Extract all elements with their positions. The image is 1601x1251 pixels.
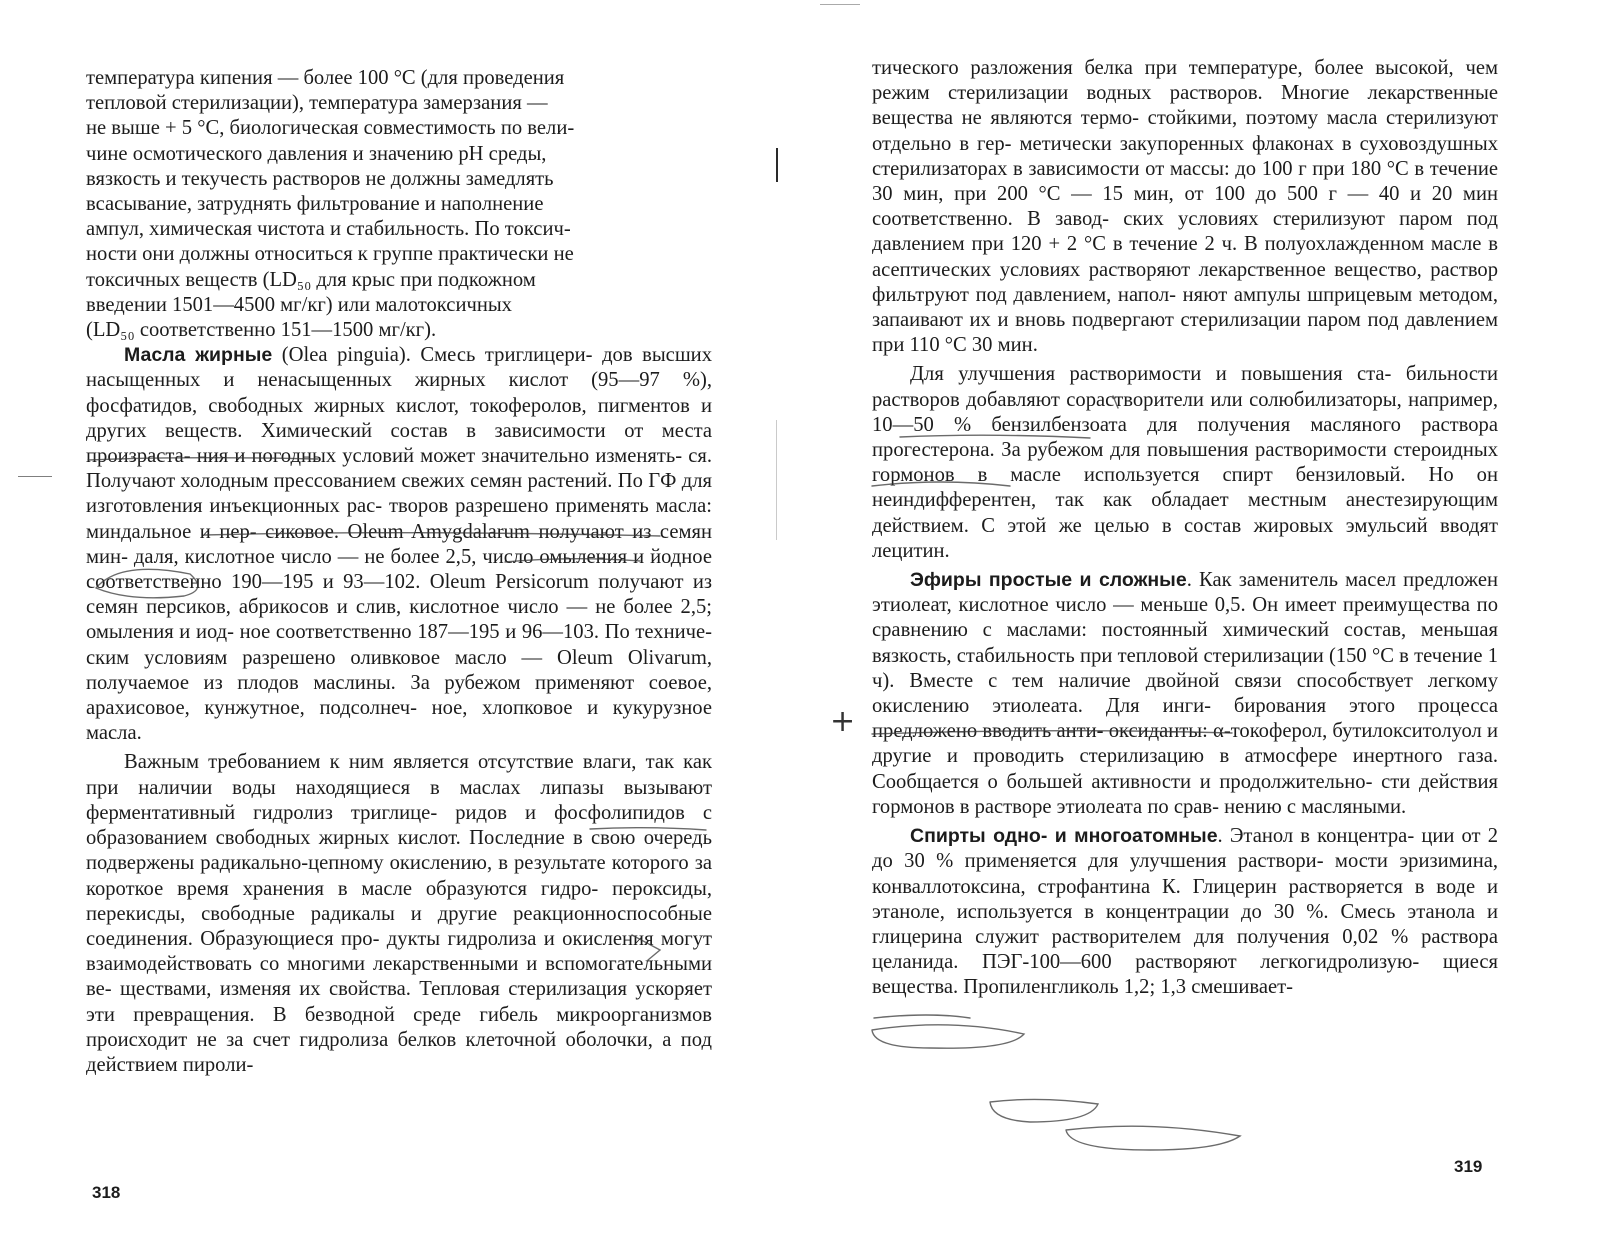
gutter-mark-2 xyxy=(776,420,777,540)
requirement-paragraph: Важным требованием к ним является отсутствие влаги, так как при наличии воды находящиеся в маслах липазы вызывают ферментативный гидролиз триглице- ридов и фосфолипидов с образованием свободных жирных кислот. Последние в свою очередь подвержены радикально-цепному окислению, в результате которого за короткое время хранения в масле образуются гидро- пероксиды, перекисды, свободные радикалы и другие реакционноспособные соединения. Образующиеся про- дукты гидролиза и окисления могут взаимодействовать со многими лекарственными и вспомогательными ве- ществами, изменяя их свойства. Тепловая стерилизация ускоряет эти превращения. В безводной среде гибель микроорганизмов происходит не за счет гидролиза белков клеточной оболочки, а под действием пироли- xyxy=(86,751,712,1076)
intro-line-6: всасывание, затруднять фильтрование и наполнение xyxy=(86,193,544,216)
intro-line-2: тепловой стерилизации), температура замерзания — xyxy=(86,92,548,115)
right-text-column xyxy=(872,56,1498,1001)
page-number-right: 319 xyxy=(1454,1157,1483,1176)
intro-line-8: ности они должны относиться к группе практически не xyxy=(86,243,574,266)
intro-line-3: не выше + 5 °С, биологическая совместимость по вели- xyxy=(86,117,575,140)
sterilization-paragraph: тического разложения белка при температуре, более высокой, чем режим стерилизации водных растворов. Многие лекарственные вещества не являются термо- стойкими, поэтому масла стерилизуют отдельно в гер- метически закупоренных флаконах в суховоздушных стерилизаторах в зависимости от массы: до 100 г при 180 °С в течение 30 мин, при 200 °С — 15 мин, от 100 до 500 г — 40 и 20 мин соответственно. В завод- ских условиях стерилизуют паром под давлением при 120 + 2 °С в течение 2 ч. В полуохлажденном масле в асептических условиях растворяют лекарственное вещество, раствор фильтруют под давлением, напол- няют ампулы шприцевым методом, запаивают их и вновь подвергают стерилизации паром под давлением при 110 °С 30 мин. xyxy=(872,57,1498,357)
alcohols-text: . Этанол в концентра- ции от 2 до 30 % применяется для улучшения раствори- мости эризимина, конваллотоксина, строфантина К. Глицерин растворяется в воде и этаноле, используется в концентрации до 30 %. Смесь этанола и глицерина служит растворителем для получения 0,02 % раствора целанида. ПЭГ-100—600 растворяют легкогидролизую- щиеся вещества. Пропиленгликоль 1,2; 1,3 смешивает- xyxy=(872,825,1498,999)
page-number-left: 318 xyxy=(92,1183,121,1202)
alcohols-term: Спирты одно- и многоатомные xyxy=(910,825,1218,848)
oils-paragraph xyxy=(86,343,712,746)
ethers-paragraph xyxy=(872,568,1498,820)
intro-line-5: вязкость и текучесть растворов не должны замедлять xyxy=(86,167,554,190)
oils-term: Масла жирные xyxy=(124,344,273,367)
intro-line-10: введении 1501—4500 мг/кг) или малотоксичных xyxy=(86,293,512,316)
oils-text: (Olea pinguia). Смесь триглицери- дов высших насыщенных и ненасыщенных жирных кислот (95—97 %), фосфатидов, свободных жирных кислот, токоферолов, пигментов и других веществ. Химический состав в зависимости от места произраста- ния и погодных условий может значительно изменять- ся. Получают холодным прессованием свежих семян растений. По ГФ для изготовления инъекционных рас- творов разрешено применять масла: миндальное и пер- сиковое. Oleum Amygdalarum получают из семян мин- даля, кислотное число — не более 2,5, число омыления и йодное соответственно 190—195 и 93—102. Oleum Persicorum получают из семян персиков, абрикосов и слив, кислотное число — не более 2,5; омыления и иод- ное соответственно 187—195 и 96—103. По техниче- ским условиям разрешено оливковое масло — Oleum Olivarum, получаемое из плодов маслины. За рубежом применяют соевое, арахисовое, кунжутное, подсолнеч- ное, хлопковое и кукурузное масла. xyxy=(86,344,712,745)
left-text-column xyxy=(86,66,712,1078)
margin-dash xyxy=(18,476,52,477)
left-page xyxy=(0,0,780,1251)
ethers-text: . Как заменитель масел предложен этиолеат, кислотное число — меньше 0,5. Он имеет преимущества по сравнению с маслами: постоянный химический состав, меньшая вязкость, стабильность при тепловой стерилизации (150 °С в течение 1 ч). Вместе с тем наличие двойной связи способствует легкому окислению этиолеата. Для инги- бирования этого процесса предложено вводить анти- оксиданты: α-токоферол, бутилокситолуол и другие и проводить стерилизацию в атмосфере инертного газа. Сообщается о большей активности и продолжительно- сти действия гормонов в растворе этиолеата по срав- нению с масляными. xyxy=(872,569,1498,818)
intro-line-7: ампул, химическая чистота и стабильность. По токсич- xyxy=(86,218,571,241)
intro-line-1: температура кипения — более 100 °С (для проведения xyxy=(86,67,565,89)
solubility-paragraph: Для улучшения растворимости и повышения ста- бильности растворов добавляют сорастворители или солюбилизаторы, например, 10—50 % бензилбензоата для получения масляного раствора прогестерона. За рубежом для повышения растворимости стероидных гормонов в масле используется спирт бензиловый. Но он неиндифферентен, так как обладает местным анестезирующим действием. С этой же целью в состав жировых эмульсий вводят лецитин. xyxy=(872,363,1498,562)
alcohols-paragraph xyxy=(872,824,1498,1000)
ethers-term: Эфиры простые и сложные xyxy=(910,569,1187,592)
intro-line-9: токсичных веществ (LD₅₀ для крыс при подкожном xyxy=(86,268,536,291)
margin-plus-mark: + xyxy=(830,704,856,739)
gutter-mark xyxy=(776,148,778,182)
right-page xyxy=(780,0,1601,1251)
intro-line-4: чине осмотического давления и значению pH среды, xyxy=(86,142,547,165)
intro-line-11: (LD₅₀ соответственно 151—1500 мг/кг). xyxy=(86,319,437,342)
top-scan-mark xyxy=(820,4,860,5)
